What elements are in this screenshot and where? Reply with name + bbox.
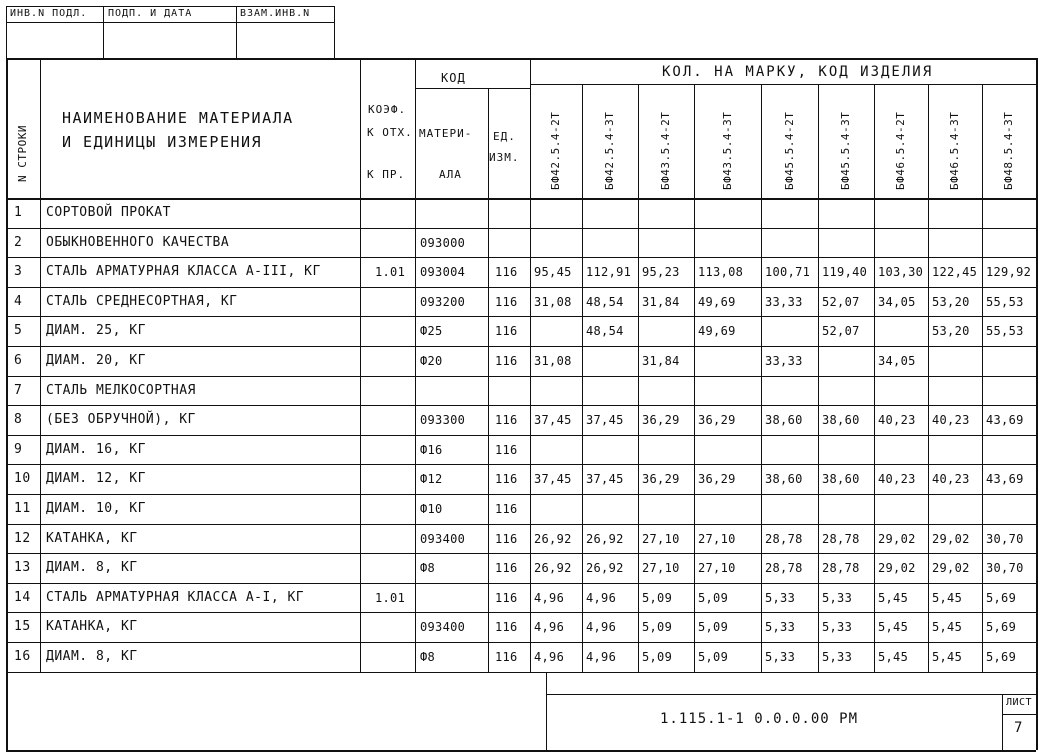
row-quantity: 112,91 bbox=[586, 265, 632, 280]
row-number: 8 bbox=[14, 412, 23, 428]
row-material-code: 093400 bbox=[420, 531, 466, 546]
row-quantity: 31,08 bbox=[534, 294, 572, 309]
row-quantity: 95,23 bbox=[642, 265, 680, 280]
header-material-line1: МАТЕРИ- bbox=[419, 127, 473, 140]
row-quantity: 34,05 bbox=[878, 354, 916, 368]
row-quantity: 55,53 bbox=[986, 294, 1024, 309]
row-material-name: (БЕЗ ОБРУЧНОЙ), КГ bbox=[46, 412, 196, 428]
row-material-name: КАТАНКА, КГ bbox=[46, 530, 138, 546]
row-quantity: 43,69 bbox=[986, 472, 1024, 487]
row-number: 10 bbox=[14, 471, 31, 487]
row-quantity: 5,09 bbox=[642, 650, 673, 664]
row-number: 3 bbox=[14, 264, 23, 280]
row-quantity: 48,54 bbox=[586, 324, 624, 339]
row-unit: 116 bbox=[495, 531, 518, 546]
row-coefficient: 1.01 bbox=[375, 590, 406, 605]
row-material-code: Ф10 bbox=[420, 502, 443, 516]
row-material-name: КАТАНКА, КГ bbox=[46, 619, 138, 635]
row-quantity: 28,78 bbox=[765, 531, 803, 546]
row-quantity: 29,02 bbox=[932, 531, 970, 546]
row-quantity: 5,33 bbox=[765, 590, 796, 605]
row-unit: 116 bbox=[495, 620, 518, 635]
row-quantity: 36,29 bbox=[698, 413, 736, 428]
stamp-sign-label: ПОДП. И ДАТА bbox=[108, 8, 193, 19]
row-quantity: 31,84 bbox=[642, 354, 680, 368]
row-quantity: 40,23 bbox=[932, 472, 970, 487]
row-material-code: 093004 bbox=[420, 265, 466, 280]
row-quantity: 36,29 bbox=[698, 472, 736, 487]
row-quantity: 38,60 bbox=[765, 413, 803, 428]
row-quantity: 40,23 bbox=[932, 413, 970, 428]
header-unit-line1: ЕД. bbox=[493, 130, 516, 143]
row-quantity: 5,09 bbox=[642, 590, 673, 605]
row-quantity: 52,07 bbox=[822, 294, 860, 309]
row-quantity: 5,45 bbox=[932, 590, 963, 605]
mark-header: БФ43.5.4-3Т bbox=[720, 111, 734, 190]
mark-header: БФ46.5.4-2Т bbox=[894, 111, 907, 190]
row-number: 16 bbox=[14, 649, 31, 664]
row-quantity: 31,08 bbox=[534, 354, 572, 368]
row-quantity: 4,96 bbox=[586, 590, 617, 605]
row-quantity: 31,84 bbox=[642, 294, 680, 309]
sheet-label: ЛИСТ bbox=[1006, 697, 1033, 708]
row-quantity: 53,20 bbox=[932, 324, 970, 339]
row-quantity: 129,92 bbox=[986, 265, 1032, 280]
row-number: 15 bbox=[14, 619, 31, 635]
row-quantity: 5,09 bbox=[698, 590, 729, 605]
row-quantity: 37,45 bbox=[534, 413, 572, 428]
row-quantity: 5,33 bbox=[765, 620, 796, 635]
row-quantity: 37,45 bbox=[586, 472, 624, 487]
row-unit: 116 bbox=[495, 354, 518, 368]
row-quantity: 5,45 bbox=[878, 620, 909, 635]
row-quantity: 5,45 bbox=[932, 650, 963, 664]
header-name-line1: НАИМЕНОВАНИЕ МАТЕРИАЛА bbox=[62, 109, 294, 127]
row-quantity: 5,45 bbox=[878, 590, 909, 605]
mark-header: БФ48.5.4-3Т bbox=[1002, 111, 1015, 190]
row-material-code: 093300 bbox=[420, 413, 466, 428]
header-row-number: N СТРОКИ bbox=[16, 125, 29, 182]
row-material-code: 093000 bbox=[420, 235, 466, 250]
row-quantity: 5,33 bbox=[765, 650, 796, 664]
header-coef-line1: КОЭФ. bbox=[368, 103, 407, 116]
row-number: 9 bbox=[14, 441, 23, 457]
sheet-number: 7 bbox=[1014, 720, 1023, 736]
row-unit: 116 bbox=[495, 442, 518, 457]
row-number: 13 bbox=[14, 560, 31, 576]
row-unit: 116 bbox=[495, 324, 518, 339]
row-material-name: СТАЛЬ АРМАТУРНАЯ КЛАССА А-III, КГ bbox=[46, 264, 321, 280]
row-quantity: 103,30 bbox=[878, 265, 924, 280]
row-quantity: 5,33 bbox=[822, 620, 853, 635]
row-quantity: 40,23 bbox=[878, 413, 916, 428]
row-quantity: 5,45 bbox=[878, 650, 909, 664]
row-material-code: Ф8 bbox=[420, 650, 436, 664]
row-quantity: 38,60 bbox=[765, 472, 803, 487]
row-number: 11 bbox=[14, 501, 31, 516]
row-quantity: 5,69 bbox=[986, 650, 1017, 664]
row-quantity: 33,33 bbox=[765, 294, 803, 309]
row-quantity: 28,78 bbox=[822, 561, 860, 576]
header-material-line2: АЛА bbox=[439, 168, 462, 181]
row-material-name: ДИАМ. 25, КГ bbox=[46, 323, 146, 339]
row-unit: 116 bbox=[495, 590, 518, 605]
row-quantity: 33,33 bbox=[765, 354, 803, 368]
mark-header: БФ46.5.4-3Т bbox=[948, 111, 961, 190]
mark-header: БФ42.5.4-2Т bbox=[549, 111, 562, 190]
row-quantity: 48,54 bbox=[586, 294, 624, 309]
row-quantity: 38,60 bbox=[822, 472, 860, 487]
row-quantity: 29,02 bbox=[878, 531, 916, 546]
row-quantity: 27,10 bbox=[642, 561, 680, 576]
row-material-name: ДИАМ. 8, КГ bbox=[46, 649, 138, 664]
row-number: 2 bbox=[14, 234, 23, 250]
row-quantity: 5,45 bbox=[932, 620, 963, 635]
header-unit-line2: ИЗМ. bbox=[489, 151, 520, 164]
row-material-name: ДИАМ. 20, КГ bbox=[46, 353, 146, 368]
row-quantity: 40,23 bbox=[878, 472, 916, 487]
row-number: 5 bbox=[14, 323, 23, 339]
mark-header: БФ42.5.4-3Т bbox=[603, 111, 616, 190]
header-coef-line3: К ПР. bbox=[367, 168, 406, 181]
row-quantity: 26,92 bbox=[586, 531, 624, 546]
row-unit: 116 bbox=[495, 650, 518, 664]
header-code-group: КОД bbox=[441, 71, 466, 85]
row-quantity: 38,60 bbox=[822, 413, 860, 428]
row-material-name: ДИАМ. 16, КГ bbox=[46, 441, 146, 457]
row-material-code: Ф25 bbox=[420, 324, 443, 339]
row-quantity: 29,02 bbox=[932, 561, 970, 576]
row-quantity: 34,05 bbox=[878, 294, 916, 309]
row-number: 6 bbox=[14, 353, 23, 368]
row-material-code: 093400 bbox=[420, 620, 466, 635]
row-quantity: 122,45 bbox=[932, 265, 978, 280]
row-quantity: 30,70 bbox=[986, 531, 1024, 546]
row-quantity: 28,78 bbox=[765, 561, 803, 576]
row-material-code: Ф8 bbox=[420, 561, 436, 576]
row-quantity: 26,92 bbox=[586, 561, 624, 576]
row-material-name: ДИАМ. 10, КГ bbox=[46, 501, 146, 516]
row-unit: 116 bbox=[495, 413, 518, 428]
row-quantity: 52,07 bbox=[822, 324, 860, 339]
row-quantity: 95,45 bbox=[534, 265, 572, 280]
mark-header: БФ43.5.4-2Т bbox=[659, 111, 672, 190]
row-quantity: 27,10 bbox=[698, 561, 736, 576]
row-coefficient: 1.01 bbox=[375, 265, 406, 280]
row-material-code: Ф20 bbox=[420, 354, 443, 368]
row-quantity: 49,69 bbox=[698, 294, 736, 309]
mark-header: БФ45.5.4-2Т bbox=[782, 111, 796, 190]
row-quantity: 113,08 bbox=[698, 265, 744, 280]
row-material-name: ОБЫКНОВЕННОГО КАЧЕСТВА bbox=[46, 234, 230, 250]
row-quantity: 5,09 bbox=[698, 650, 729, 664]
row-quantity: 49,69 bbox=[698, 324, 736, 339]
row-number: 1 bbox=[14, 205, 23, 220]
row-quantity: 119,40 bbox=[822, 265, 868, 280]
row-material-name: СТАЛЬ АРМАТУРНАЯ КЛАССА А-I, КГ bbox=[46, 589, 305, 605]
header-qty-group: КОЛ. НА МАРКУ, КОД ИЗДЕЛИЯ bbox=[662, 64, 934, 80]
row-material-name: СТАЛЬ МЕЛКОСОРТНАЯ bbox=[46, 382, 196, 398]
header-name-line2: И ЕДИНИЦЫ ИЗМЕРЕНИЯ bbox=[62, 133, 263, 151]
stamp-replace-label: ВЗАМ.ИНВ.N bbox=[240, 8, 311, 19]
row-material-code: Ф12 bbox=[420, 472, 443, 487]
row-quantity: 36,29 bbox=[642, 472, 680, 487]
row-quantity: 26,92 bbox=[534, 531, 572, 546]
row-quantity: 4,96 bbox=[586, 650, 617, 664]
row-material-name: ДИАМ. 8, КГ bbox=[46, 560, 138, 576]
row-number: 12 bbox=[14, 530, 31, 546]
row-quantity: 5,69 bbox=[986, 590, 1017, 605]
row-unit: 116 bbox=[495, 265, 518, 280]
row-quantity: 27,10 bbox=[642, 531, 680, 546]
row-unit: 116 bbox=[495, 502, 518, 516]
header-coef-line2: К ОТХ. bbox=[367, 126, 413, 139]
row-quantity: 28,78 bbox=[822, 531, 860, 546]
stamp-inv-label: ИНВ.N ПОДЛ. bbox=[10, 8, 88, 19]
row-material-name: ДИАМ. 12, КГ bbox=[46, 471, 146, 487]
row-unit: 116 bbox=[495, 294, 518, 309]
row-material-name: СОРТОВОЙ ПРОКАТ bbox=[46, 205, 171, 220]
row-quantity: 5,33 bbox=[822, 590, 853, 605]
row-material-code: Ф16 bbox=[420, 442, 443, 457]
row-quantity: 53,20 bbox=[932, 294, 970, 309]
row-quantity: 5,09 bbox=[642, 620, 673, 635]
row-number: 4 bbox=[14, 293, 23, 309]
row-quantity: 5,33 bbox=[822, 650, 853, 664]
row-quantity: 30,70 bbox=[986, 561, 1024, 576]
row-quantity: 37,45 bbox=[534, 472, 572, 487]
row-unit: 116 bbox=[495, 472, 518, 487]
row-material-code: 093200 bbox=[420, 294, 466, 309]
row-quantity: 4,96 bbox=[534, 650, 565, 664]
row-quantity: 36,29 bbox=[642, 413, 680, 428]
row-quantity: 43,69 bbox=[986, 413, 1024, 428]
row-quantity: 100,71 bbox=[765, 265, 811, 280]
row-quantity: 26,92 bbox=[534, 561, 572, 576]
row-quantity: 55,53 bbox=[986, 324, 1024, 339]
row-quantity: 4,96 bbox=[534, 590, 565, 605]
row-number: 7 bbox=[14, 382, 23, 398]
row-quantity: 5,09 bbox=[698, 620, 729, 635]
row-quantity: 4,96 bbox=[586, 620, 617, 635]
row-material-name: СТАЛЬ СРЕДНЕСОРТНАЯ, КГ bbox=[46, 293, 238, 309]
row-quantity: 5,69 bbox=[986, 620, 1017, 635]
document-designation: 1.115.1-1 0.0.0.00 РМ bbox=[660, 711, 859, 727]
row-quantity: 27,10 bbox=[698, 531, 736, 546]
row-quantity: 37,45 bbox=[586, 413, 624, 428]
row-number: 14 bbox=[14, 589, 31, 605]
row-quantity: 29,02 bbox=[878, 561, 916, 576]
mark-header: БФ45.5.4-3Т bbox=[839, 111, 852, 190]
row-unit: 116 bbox=[495, 561, 518, 576]
row-quantity: 4,96 bbox=[534, 620, 565, 635]
